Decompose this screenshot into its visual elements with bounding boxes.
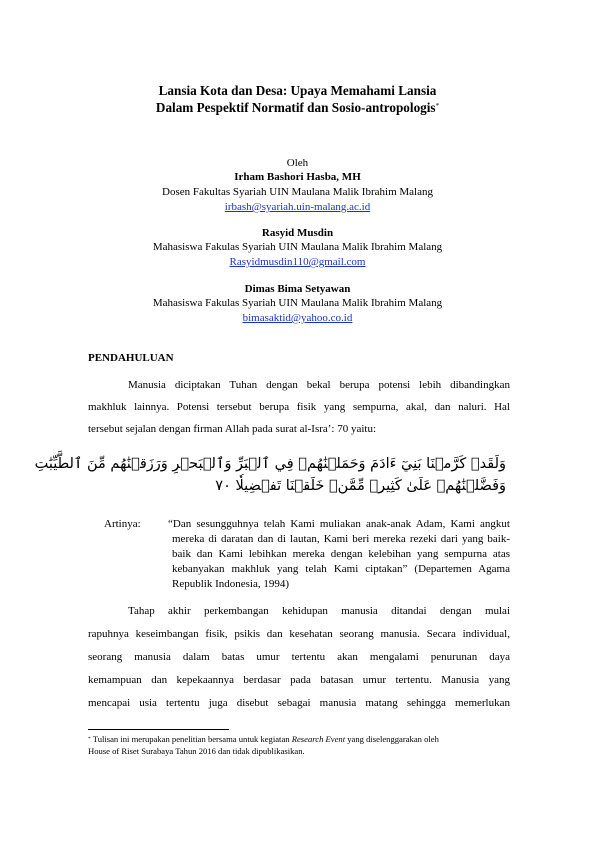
- translation-line: kebanyakan makhluk yang telah Kami ciptakan” (Departemen Agama: [172, 563, 510, 575]
- translation-line: baik dan Kami lebihkan mereka dengan kelebihan yang sempurna atas: [172, 548, 510, 560]
- footnote-line-1: [88, 734, 510, 746]
- translation-line: Republik Indonesia, 1994): [172, 578, 290, 590]
- section-heading: PENDAHULUAN: [88, 352, 174, 364]
- author-name: Dimas Bima Setyawan: [244, 283, 351, 295]
- title-footnote-marker[interactable]: *: [435, 102, 440, 110]
- author-email-link[interactable]: irbash@syariah.uin-malang.ac.id: [224, 201, 371, 213]
- author-name: Irham Bashori Hasba, MH: [234, 171, 361, 183]
- footnote-text: yang diselenggarakan oleh: [345, 734, 439, 744]
- author-affiliation: Mahasiswa Fakulas Syariah UIN Maulana Malik Ibrahim Malang: [152, 241, 443, 253]
- arabic-line: وَلَقَدۡ كَرَّمۡنَا بَنِيٓ ءَادَمَ وَحَمَلۡنَٰهُمۡ فِي ٱلۡبَرِّ وَٱلۡبَحۡرِ وَرَزَقۡنَٰهُم مِّنَ ٱلطَّيِّبَٰتِ: [34, 456, 506, 472]
- translation-line: mereka di daratan dan di lautan, Kami beri mereka rezeki dari yang baik-: [172, 533, 510, 545]
- author-name: Rasyid Musdin: [261, 227, 334, 239]
- paragraph-line: tersebut sejalan dengan firman Allah pada surat al-Isra’: 70 yaitu:: [88, 423, 377, 435]
- footnote-italic-text: Research Event: [291, 734, 346, 744]
- footnote-line-2: House of Riset Surabaya Tahun 2016 dan tidak dipublikasikan.: [88, 745, 305, 756]
- paragraph-line: Manusia diciptakan Tuhan dengan bekal berupa potensi lebih dibandingkan: [128, 379, 510, 391]
- translation-line: “Dan sesungguhnya telah Kami muliakan anak-anak Adam, Kami angkut: [168, 518, 510, 530]
- paragraph-line: makhluk lainnya. Potensi tersebut berupa fisik yang sempurna, akal, dan naluri. Hal: [88, 401, 510, 413]
- author-email-link[interactable]: Rasyidmusdin110@gmail.com: [229, 256, 366, 268]
- author-affiliation: Dosen Fakultas Syariah UIN Maulana Malik Ibrahim Malang: [162, 186, 433, 198]
- footnote-separator: [88, 729, 229, 730]
- paragraph-line: rapuhnya keseimbangan fisik, psikis dan kesehatan seorang manusia. Secara individual,: [88, 628, 510, 640]
- footnote: [88, 734, 510, 757]
- paper-title-line-1: Lansia Kota dan Desa: Upaya Memahami Lansia: [158, 83, 437, 98]
- footnote-marker: *: [88, 736, 91, 742]
- paragraph-line: seorang manusia dalam batas umur tertentu akan mengalami penurunan daya: [88, 651, 510, 663]
- footnote-text: Tulisan ini merupakan penelitian bersama untuk kegiatan: [90, 734, 292, 744]
- author-email-link[interactable]: bimasaktid@yahoo.co.id: [242, 312, 353, 324]
- paper-title-text: Dalam Pespektif Normatif dan Sosio-antropologis: [155, 100, 436, 115]
- arabic-line: وَفَضَّلۡنَٰهُمۡ عَلَىٰ كَثِيرٖ مِّمَّنۡ خَلَقۡنَا تَفۡضِيلٗا ٧٠: [215, 478, 506, 494]
- paragraph-line: Tahap akhir perkembangan kehidupan manusia ditandai dengan mulai: [128, 605, 510, 617]
- paper-title-line-2: [90, 99, 505, 116]
- byline: Oleh: [286, 157, 309, 169]
- paragraph-line: kemampuan dan kepekaannya berdasar pada batasan umur tertentu. Manusia yang: [88, 674, 510, 686]
- author-affiliation: Mahasiswa Fakulas Syariah UIN Maulana Malik Ibrahim Malang: [152, 297, 443, 309]
- translation-label: Artinya:: [104, 518, 141, 530]
- paragraph-line: mencapai usia tertentu juga disebut sebagai manusia matang sehingga memerlukan: [88, 697, 510, 709]
